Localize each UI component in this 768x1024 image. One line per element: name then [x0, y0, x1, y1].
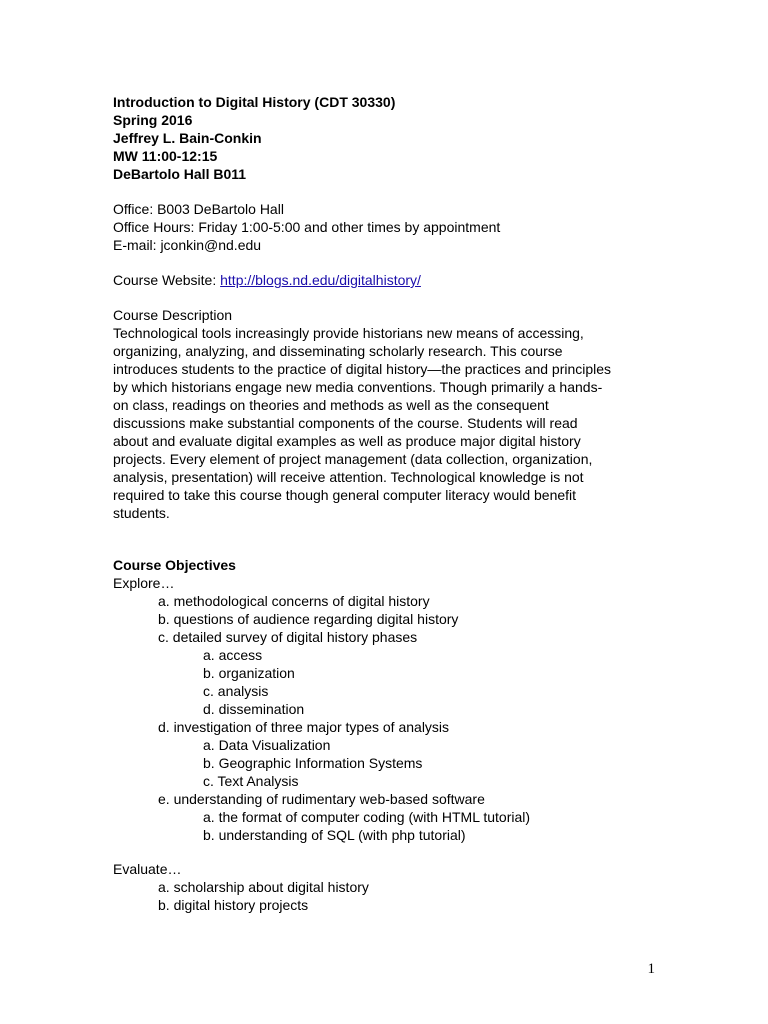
description-line: by which historians engage new media conventions. Though primarily a hands-	[113, 379, 603, 395]
objective-item: a. methodological concerns of digital history	[158, 593, 430, 609]
course-description	[113, 306, 673, 522]
objective-item: a. the format of computer coding (with HTML tutorial)	[203, 809, 531, 825]
description-line: students.	[113, 505, 170, 521]
description-line: analysis, presentation) will receive attention. Technological knowledge is not	[113, 469, 584, 485]
office-line: Office: B003 DeBartolo Hall	[113, 201, 284, 217]
email-line: E-mail: jconkin@nd.edu	[113, 237, 262, 253]
website-link[interactable]: http://blogs.nd.edu/digitalhistory/	[220, 272, 421, 288]
objective-item: e. understanding of rudimentary web-based software	[158, 791, 485, 807]
objective-item: d. dissemination	[203, 701, 305, 717]
course-title: Introduction to Digital History (CDT 30330)	[113, 94, 396, 110]
evaluate-item: a. scholarship about digital history	[158, 879, 369, 895]
objectives-heading: Course Objectives	[113, 557, 236, 573]
objective-item: b. organization	[203, 665, 295, 681]
description-line: on class, readings on theories and methods as well as the consequent	[113, 397, 549, 413]
course-schedule: MW 11:00-12:15	[113, 148, 218, 164]
explore-list	[113, 592, 673, 844]
description-line: discussions make substantial components of the course. Students will read	[113, 415, 578, 431]
evaluate-list	[113, 878, 673, 914]
office-hours-line: Office Hours: Friday 1:00-5:00 and other times by appointment	[113, 219, 501, 235]
explore-label: Explore…	[113, 575, 175, 591]
course-website	[113, 271, 673, 289]
objective-item: c. analysis	[203, 683, 269, 699]
objective-item: b. Geographic Information Systems	[203, 755, 423, 771]
evaluate-item: b. digital history projects	[158, 897, 309, 913]
website-label: Course Website:	[113, 272, 221, 288]
description-line: required to take this course though general computer literacy would benefit	[113, 487, 577, 503]
objective-item: b. questions of audience regarding digital history	[158, 611, 459, 627]
objective-item: c. detailed survey of digital history phases	[158, 629, 418, 645]
evaluate-label: Evaluate…	[113, 861, 182, 877]
page-number: 1	[647, 961, 655, 977]
contact-info	[113, 200, 673, 254]
objective-item: d. investigation of three major types of analysis	[158, 719, 450, 735]
objective-item: b. understanding of SQL (with php tutorial)	[203, 827, 466, 843]
evaluate-section	[113, 860, 673, 914]
description-line: organizing, analyzing, and disseminating scholarly research. This course	[113, 343, 563, 359]
description-line: about and evaluate digital examples as well as produce major digital history	[113, 433, 581, 449]
objective-item: c. Text Analysis	[203, 773, 299, 789]
description-line: projects. Every element of project management (data collection, organization,	[113, 451, 593, 467]
description-line: introduces students to the practice of digital history—the practices and principles	[113, 361, 612, 377]
website-line	[113, 271, 673, 289]
objective-item: a. Data Visualization	[203, 737, 331, 753]
description-body	[113, 324, 673, 522]
course-term: Spring 2016	[113, 112, 193, 128]
description-line: Technological tools increasingly provide historians new means of accessing,	[113, 325, 584, 341]
course-instructor: Jeffrey L. Bain-Conkin	[113, 130, 262, 146]
course-header	[113, 93, 673, 183]
description-heading: Course Description	[113, 307, 233, 323]
course-objectives	[113, 556, 673, 844]
objective-item: a. access	[203, 647, 263, 663]
course-location: DeBartolo Hall B011	[113, 166, 247, 182]
